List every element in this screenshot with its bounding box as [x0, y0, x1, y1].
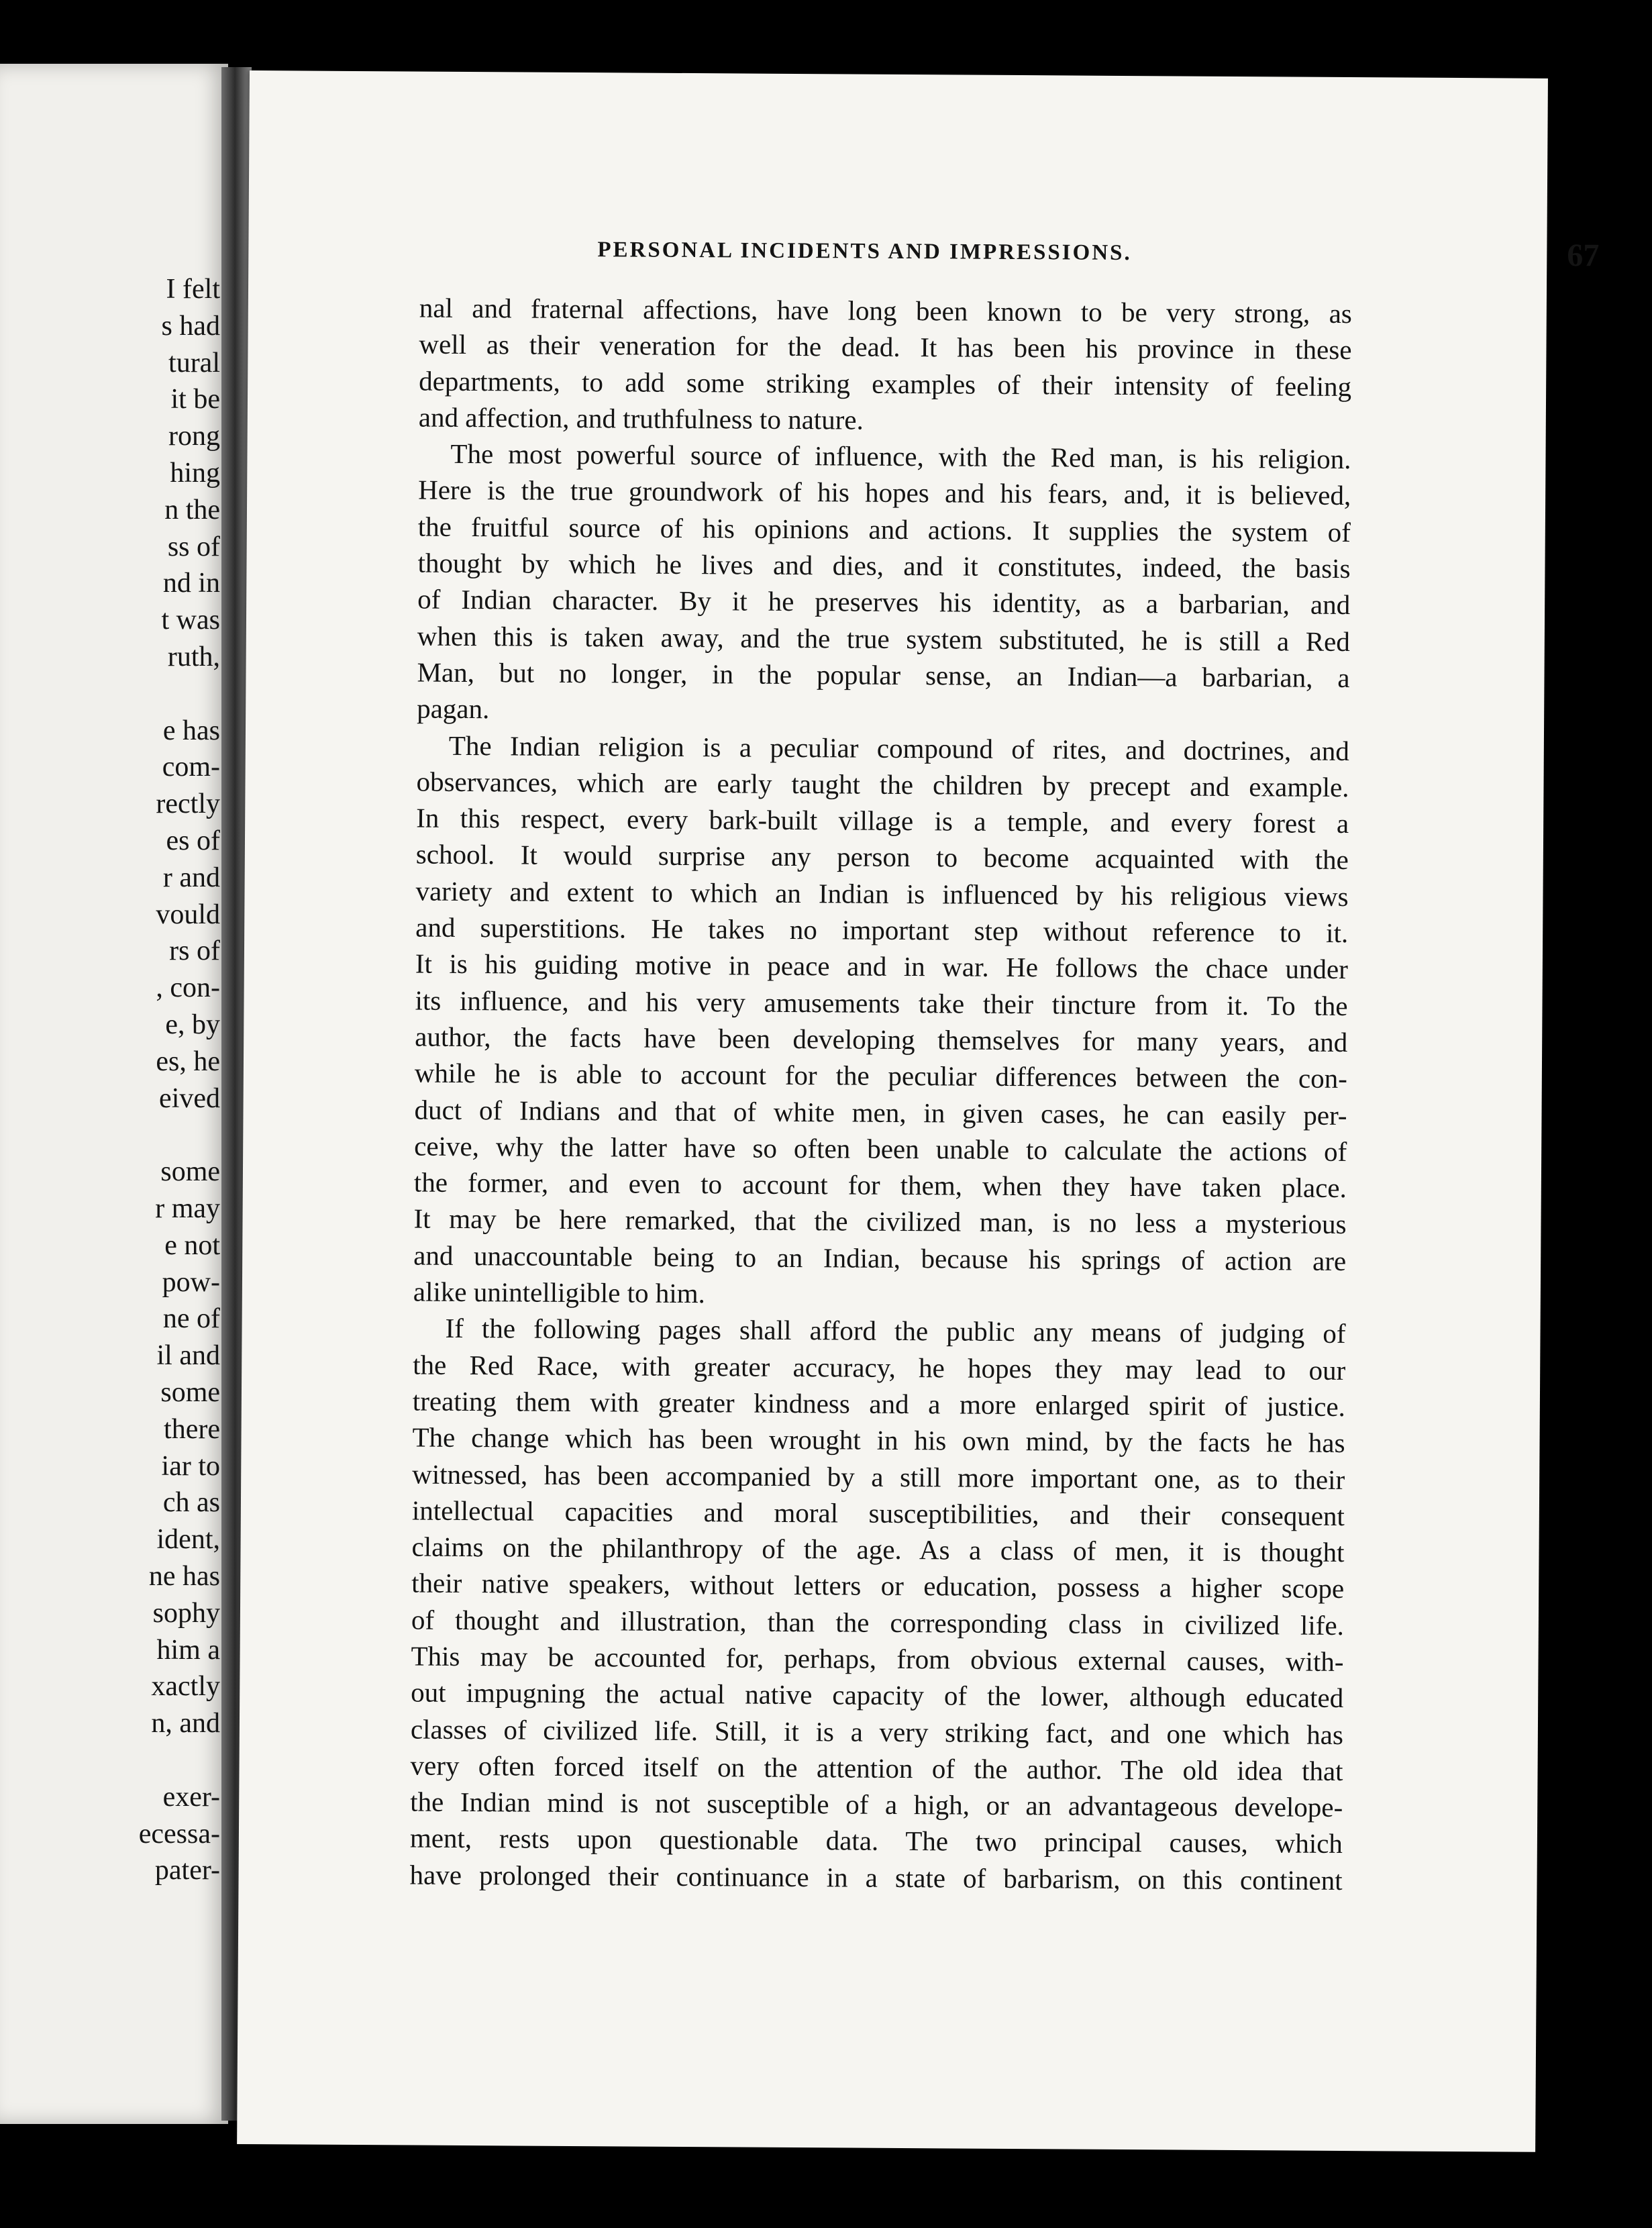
left-page-line: iar to [161, 1450, 220, 1482]
left-page-line: rong [168, 421, 220, 452]
text-line: pagan. [417, 693, 490, 725]
left-page-line: ecessa- [138, 1818, 220, 1850]
left-page-line: t was [161, 605, 220, 636]
text-line: Here is the true groundwork of his hopes and his fears, and, it is believed, [418, 474, 1351, 511]
text-line: This may be accounted for, perhaps, from obvious external causes, with- [411, 1640, 1344, 1677]
text-line: It is his guiding motive in peace and in war. He follows the chace under [415, 948, 1348, 985]
left-page-line: some [160, 1156, 220, 1188]
previous-page [0, 64, 228, 2124]
text-line: observances, which are early taught the children by precept and example. [416, 766, 1349, 803]
text-line: very often forced itself on the attention of the author. The old idea that [410, 1750, 1343, 1786]
text-line: Man, but no longer, in the popular sense, an Indian—a barbarian, a [417, 656, 1350, 694]
text-line: school. It would surprise any person to become acquainted with the [415, 838, 1349, 876]
text-line: variety and extent to which an Indian is influenced by his religious views [415, 875, 1349, 912]
page-header [597, 234, 1617, 280]
text-line: and unaccountable being to an Indian, because his springs of action are [413, 1239, 1347, 1276]
text-line: out impugning the actual native capacity of the lower, although educated [411, 1676, 1344, 1714]
left-page-line: e has [162, 715, 220, 746]
text-line: their native speakers, without letters or education, possess a higher scope [411, 1567, 1345, 1605]
text-line: If the following pages shall afford the public any means of judging of [445, 1313, 1346, 1350]
left-page-line: rs of [169, 935, 220, 967]
text-line: the former, and even to account for them, when they have taken place. [413, 1166, 1347, 1204]
left-page-line: rectly [156, 789, 220, 820]
left-page-line: es, he [156, 1046, 220, 1077]
left-page-line: sophy [152, 1597, 220, 1629]
text-line: its influence, and his very amusements take their tincture from it. To the [415, 984, 1348, 1021]
text-line: In this respect, every bark-built village is a temple, and every forest a [416, 802, 1349, 840]
left-page-line: ch as [162, 1487, 220, 1519]
left-page-line: hing [170, 458, 220, 489]
text-line: and superstitions. He takes no important step without reference to it. [415, 911, 1349, 949]
left-page-line: exer- [162, 1781, 220, 1813]
running-head: PERSONAL INCIDENTS AND IMPRESSIONS. [597, 238, 1132, 266]
text-line: departments, to add some striking examples of their intensity of feeling [419, 365, 1352, 402]
text-line: claims on the philanthropy of the age. As a class of men, it is thought [411, 1531, 1345, 1568]
text-line: treating them with greater kindness and a more enlarged spirit of justice. [412, 1385, 1346, 1422]
text-line: The Indian religion is a peculiar compound of rites, and doctrines, and [448, 729, 1349, 766]
text-line: witnessed, has been accompanied by a still more important one, as to their [412, 1458, 1345, 1495]
left-page-line: es of [166, 825, 220, 856]
text-line: of thought and illustration, than the corresponding class in civilized life. [411, 1604, 1345, 1641]
left-page-line: ident, [156, 1524, 220, 1556]
text-line: have prolonged their continuance in a state of barbarism, on this continent [409, 1859, 1343, 1896]
text-line: thought by which he lives and dies, and it constitutes, indeed, the basis [417, 547, 1351, 585]
left-page-line: n, and [151, 1708, 220, 1739]
text-line: well as their veneration for the dead. It has been his province in these [419, 328, 1352, 366]
text-line: author, the facts have been developing themselves for many years, and [415, 1021, 1348, 1058]
text-line: the Indian mind is not susceptible of a high, or an advantageous develope- [410, 1786, 1343, 1823]
body-text [409, 290, 1352, 1899]
left-page-line: , con- [156, 972, 220, 1004]
left-page-line: xactly [151, 1671, 220, 1703]
left-page-line: e not [164, 1229, 220, 1261]
left-page-line: it be [170, 384, 220, 415]
left-page-line: s had [161, 310, 220, 342]
text-line: The most powerful source of influence, with the Red man, is his religion. [450, 438, 1351, 475]
left-page-line: r and [162, 862, 220, 893]
text-line: the fruitful source of his opinions and actions. It supplies the system of [417, 511, 1351, 548]
left-page-line: him a [156, 1634, 220, 1666]
left-page-line: ruth, [167, 642, 220, 672]
left-page-line: ne has [148, 1561, 220, 1592]
left-page-line: com- [162, 752, 220, 783]
text-line: intellectual capacities and moral susceptibilities, and their consequent [411, 1495, 1345, 1531]
text-line: of Indian character. By it he preserves his identity, as a barbarian, and [417, 583, 1351, 621]
left-page-line: ne of [162, 1303, 220, 1335]
left-page-line: tural [168, 347, 220, 378]
text-line: while he is able to account for the peculiar differences between the con- [414, 1057, 1347, 1095]
left-page-line: I felt [166, 274, 220, 305]
book-page [237, 70, 1600, 2152]
left-page-line: some [160, 1377, 220, 1408]
text-line: It may be here remarked, that the civilized man, is no less a mysterious [413, 1203, 1347, 1240]
text-line: when this is taken away, and the true system substituted, he is still a Red [417, 620, 1350, 657]
text-line: and affection, and truthfulness to nature. [418, 401, 864, 436]
text-line: ceive, why the latter have so often been unable to calculate the actions of [414, 1130, 1347, 1167]
page-number: 67 [1567, 237, 1600, 274]
left-page-line: e, by [165, 1009, 220, 1040]
left-page-line: there [164, 1413, 220, 1445]
left-page-line: il and [156, 1340, 220, 1372]
left-page-line: pater- [154, 1855, 220, 1886]
text-line: alike unintelligible to him. [413, 1276, 706, 1309]
left-page-line: eived [159, 1082, 220, 1114]
left-page-line: n the [164, 494, 220, 525]
text-line: nal and fraternal affections, have long been known to be very strong, as [419, 292, 1352, 330]
text-line: ment, rests upon questionable data. The two principal causes, which [409, 1822, 1343, 1860]
left-page-line: r may [155, 1193, 220, 1224]
text-line: the Red Race, with greater accuracy, he hopes they may lead to our [413, 1349, 1346, 1386]
text-line: duct of Indians and that of white men, in given cases, he can easily per- [414, 1094, 1347, 1131]
left-page-line: ss of [167, 531, 220, 562]
left-page-line: nd in [162, 568, 220, 599]
left-page-line: pow- [162, 1266, 220, 1298]
left-page-line: vould [156, 899, 220, 930]
text-line: classes of civilized life. Still, it is a very striking fact, and one which has [410, 1713, 1344, 1750]
text-line: The change which has been wrought in his own mind, by the facts he has [412, 1421, 1345, 1459]
